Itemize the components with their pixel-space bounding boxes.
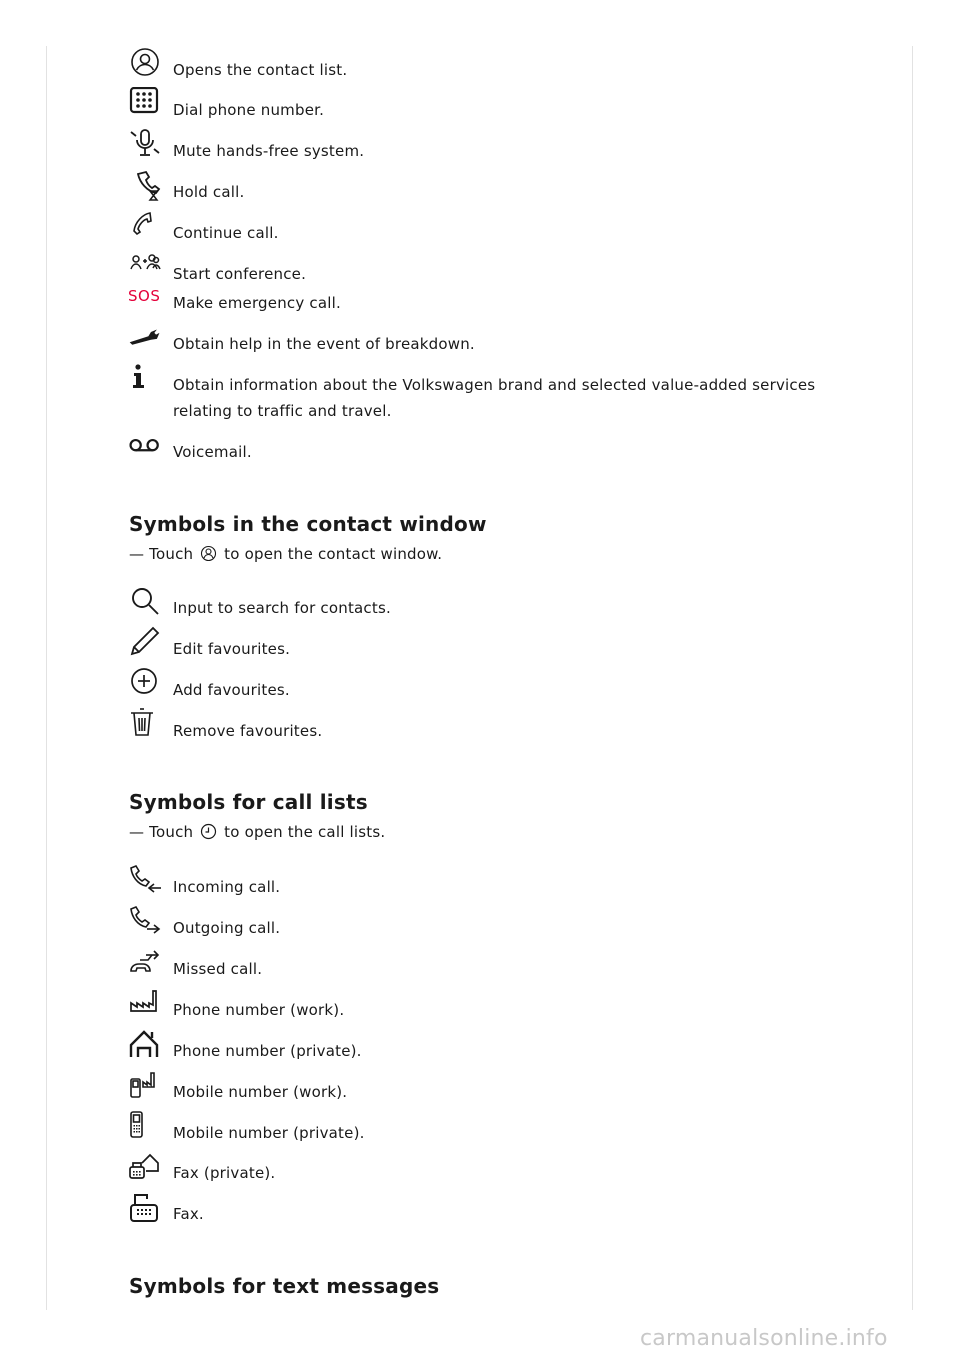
phone-hourglass-icon	[128, 169, 162, 203]
incoming-call-icon	[128, 864, 162, 898]
instruction-suffix: to open the call lists.	[224, 823, 386, 841]
conference-icon	[128, 251, 162, 285]
microphone-mute-icon	[128, 128, 162, 162]
symbol-description: Remove favourites.	[173, 722, 323, 740]
symbol-description: Mute hands-free system.	[173, 142, 365, 160]
fax-house-icon	[128, 1150, 162, 1184]
mobile-icon	[128, 1110, 162, 1144]
factory-icon	[128, 987, 162, 1021]
search-icon	[128, 585, 162, 619]
fax-icon	[128, 1191, 162, 1225]
house-icon	[128, 1028, 162, 1062]
keypad-icon	[128, 87, 162, 121]
outgoing-call-icon	[128, 905, 162, 939]
instruction-call-lists	[129, 822, 385, 842]
symbol-description: Mobile number (work).	[173, 1083, 348, 1101]
left-margin-rule	[46, 46, 47, 1310]
symbol-description: Continue call.	[173, 224, 279, 242]
right-margin-rule	[912, 46, 913, 1310]
symbol-description: Fax.	[173, 1205, 204, 1223]
symbol-description: Start conference.	[173, 265, 307, 283]
trash-icon	[128, 708, 162, 742]
symbol-description: Mobile number (private).	[173, 1124, 365, 1142]
symbol-description: Hold call.	[173, 183, 245, 201]
person-icon	[128, 47, 162, 81]
phone-handset-icon	[128, 210, 162, 244]
section-heading-contact-window: Symbols in the contact window	[129, 512, 487, 536]
symbol-description: Missed call.	[173, 960, 263, 978]
instruction-prefix: — Touch	[129, 545, 194, 563]
symbol-description: Add favourites.	[173, 681, 290, 699]
sos-icon: SOS	[128, 287, 161, 305]
instruction-prefix: — Touch	[129, 823, 194, 841]
symbol-description: Voicemail.	[173, 443, 252, 461]
symbol-description: Incoming call.	[173, 878, 281, 896]
missed-call-icon	[128, 946, 162, 980]
symbol-description: Fax (private).	[173, 1164, 276, 1182]
symbol-description: Obtain information about the Volkswagen brand and selected value-added services relating to traffic and travel.	[173, 376, 816, 420]
section-heading-text-messages: Symbols for text messages	[129, 1274, 440, 1298]
symbol-description: Obtain help in the event of breakdown.	[173, 335, 475, 353]
symbol-description: Dial phone number.	[173, 101, 325, 119]
clock-icon	[200, 823, 217, 840]
voicemail-icon	[128, 429, 162, 463]
watermark: carmanualsonline.info	[640, 1326, 888, 1351]
pencil-icon	[128, 626, 162, 660]
symbol-description: Phone number (work).	[173, 1001, 345, 1019]
plus-circle-icon	[128, 667, 162, 701]
mobile-work-icon	[128, 1069, 162, 1103]
section-heading-call-lists: Symbols for call lists	[129, 790, 368, 814]
wrench-icon	[128, 321, 162, 355]
symbol-description: Phone number (private).	[173, 1042, 362, 1060]
symbol-description: Edit favourites.	[173, 640, 291, 658]
symbol-description: Opens the contact list.	[173, 61, 348, 79]
instruction-contact-window	[129, 544, 442, 564]
instruction-suffix: to open the contact window.	[224, 545, 443, 563]
symbol-description: Outgoing call.	[173, 919, 281, 937]
person-icon	[200, 545, 217, 562]
symbol-description: Make emergency call.	[173, 294, 341, 312]
symbol-description: Input to search for contacts.	[173, 599, 391, 617]
info-icon	[128, 362, 162, 396]
